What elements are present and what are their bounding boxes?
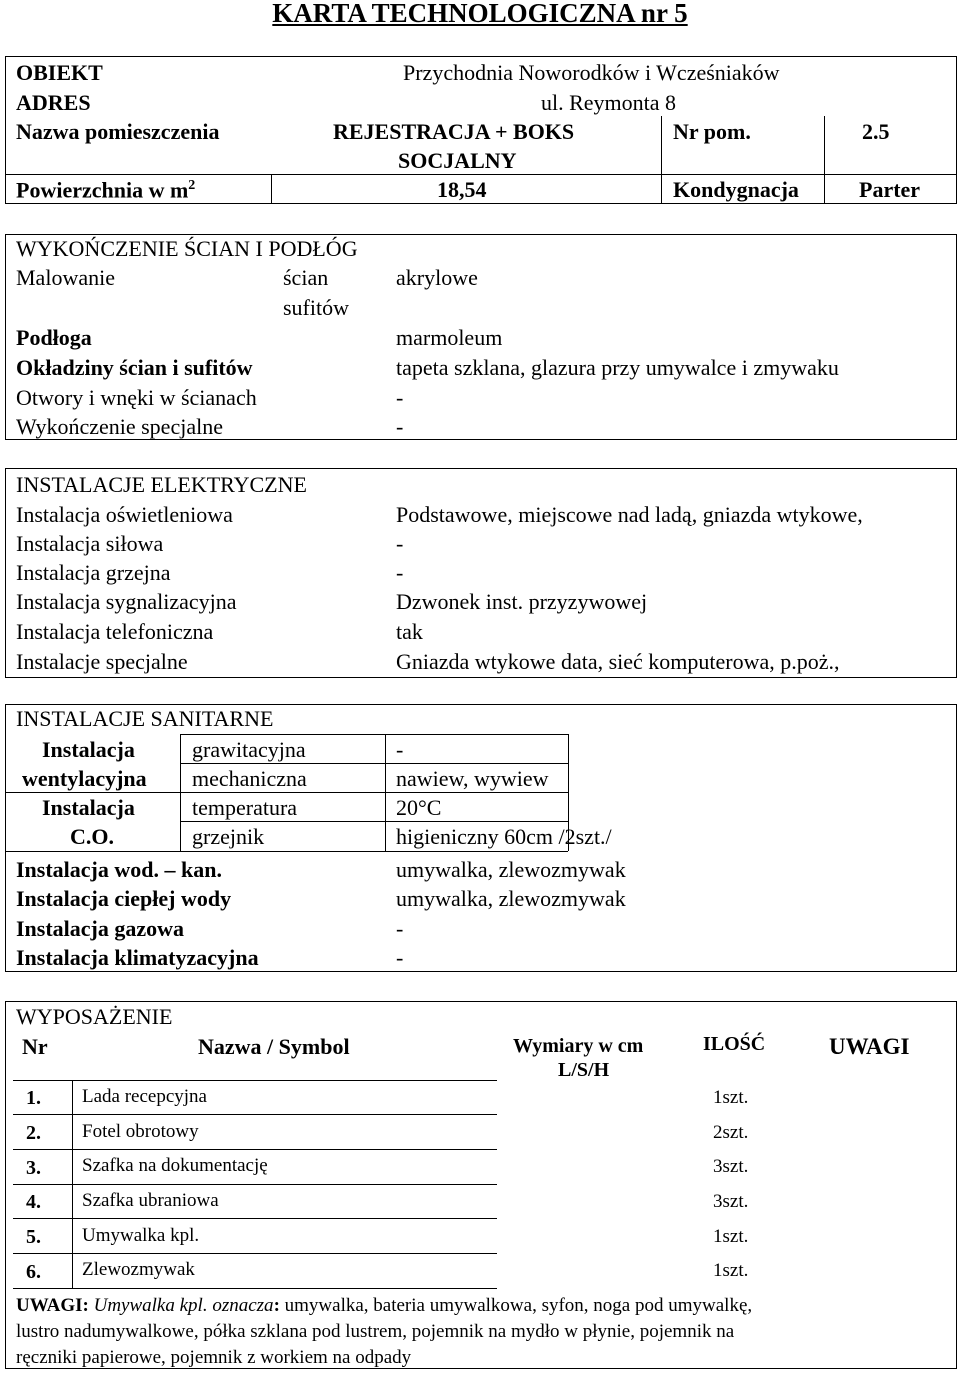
divider [180, 763, 568, 764]
ventilation-label: Instalacja [42, 737, 135, 762]
room-name-label: Nazwa pomieszczenia [16, 119, 220, 144]
item-number: 6. [26, 1261, 41, 1283]
electrical-row-label: Instalacja oświetleniowa [16, 502, 233, 527]
temperature-label: temperatura [192, 795, 298, 820]
heating-label-line2: C.O. [70, 824, 114, 849]
divider [271, 174, 272, 204]
column-quantity: ILOŚĆ [703, 1033, 766, 1055]
sanitary-row-value: umywalka, zlewozmywak [396, 857, 626, 882]
electrical-row-value: - [396, 560, 404, 585]
temperature-value: 20°C [396, 795, 442, 820]
radiator-value: higieniczny 60cm /2szt./ [396, 824, 612, 849]
item-name: Fotel obrotowy [82, 1121, 199, 1142]
divider [5, 174, 957, 175]
item-name: Lada recepcyjna [82, 1086, 207, 1107]
ventilation-label-line2: wentylacyjna [22, 766, 147, 791]
openings-value: - [396, 385, 404, 410]
electrical-row-value: Podstawowe, miejscowe nad ladą, gniazda wtykowe, [396, 502, 863, 527]
ceilings-label: sufitów [283, 295, 349, 320]
cladding-value: tapeta szklana, glazura przy umywalce i zmywaku [396, 355, 839, 380]
notes-line-3: ręczniki papierowe, pojemnik z workiem na odpady [16, 1347, 412, 1368]
sanitary-row-value: - [396, 945, 404, 970]
sanitary-header: INSTALACJE SANITARNE [16, 706, 274, 731]
painting-label: Malowanie [16, 265, 115, 290]
sanitary-row-label: Instalacja ciepłej wody [16, 886, 232, 911]
item-number: 1. [26, 1087, 41, 1109]
electrical-row-label: Instalacja sygnalizacyjna [16, 589, 237, 614]
item-quantity: 2szt. [713, 1122, 749, 1143]
room-number-label: Nr pom. [673, 119, 751, 144]
address-value: ul. Reymonta 8 [541, 90, 677, 115]
object-label: OBIEKT [16, 60, 103, 85]
divider [180, 734, 568, 735]
address-label: ADRES [16, 90, 91, 115]
electrical-row-value: Dzwonek inst. przyzywowej [396, 589, 648, 614]
page-title: KARTA TECHNOLOGICZNA nr 5 [272, 0, 688, 28]
divider [180, 734, 181, 851]
area-value: 18,54 [437, 177, 487, 202]
item-number: 5. [26, 1226, 41, 1248]
electrical-row-value: tak [396, 619, 423, 644]
floor-label: Kondygnacja [673, 177, 799, 202]
gravity-value: - [396, 737, 404, 762]
column-notes: UWAGI [829, 1034, 910, 1059]
finishes-header: WYKOŃCZENIE ŚCIAN I PODŁÓG [16, 236, 358, 261]
item-name: Szafka ubraniowa [82, 1190, 219, 1211]
room-number-value: 2.5 [862, 119, 890, 144]
openings-label: Otwory i wnęki w ścianach [16, 385, 257, 410]
mechanical-value: nawiew, wywiew [396, 766, 549, 791]
divider [13, 1184, 497, 1185]
divider [13, 1114, 497, 1115]
sanitary-row-label: Instalacja klimatyzacyjna [16, 945, 259, 970]
sanitary-row-label: Instalacja wod. – kan. [16, 857, 222, 882]
room-name-value: REJESTRACJA + BOKS [333, 119, 575, 144]
electrical-row-label: Instalacja siłowa [16, 531, 164, 556]
cladding-label: Okładziny ścian i sufitów [16, 355, 253, 380]
heating-label: Instalacja [42, 795, 135, 820]
special-finish-label: Wykończenie specjalne [16, 414, 223, 439]
floor-finish-value: marmoleum [396, 325, 503, 350]
column-nr: Nr [22, 1034, 48, 1059]
item-number: 3. [26, 1157, 41, 1179]
item-name: Szafka na dokumentację [82, 1155, 268, 1176]
item-quantity: 1szt. [713, 1260, 749, 1281]
gravity-label: grawitacyjna [192, 737, 306, 762]
divider [72, 1080, 73, 1288]
object-value: Przychodnia Noworodków i Wcześniaków [403, 60, 780, 85]
item-name: Umywalka kpl. [82, 1225, 200, 1246]
electrical-row-label: Instalacja telefoniczna [16, 619, 214, 644]
item-number: 4. [26, 1191, 41, 1213]
walls-value: akrylowe [396, 265, 478, 290]
divider [13, 1080, 497, 1081]
mechanical-label: mechaniczna [192, 766, 307, 791]
divider [13, 1253, 497, 1254]
item-name: Zlewozmywak [82, 1259, 195, 1280]
item-number: 2. [26, 1122, 41, 1144]
room-name-value-line2: SOCJALNY [398, 148, 517, 173]
column-dimensions: Wymiary w cm [513, 1035, 644, 1057]
divider [13, 1149, 497, 1150]
area-label: Powierzchnia w $m^2$ [16, 177, 196, 203]
equipment-header: WYPOSAŻENIE [16, 1004, 173, 1029]
radiator-label: grzejnik [192, 824, 265, 849]
item-quantity: 3szt. [713, 1191, 749, 1212]
column-dimensions-line2: L/S/H [558, 1059, 610, 1081]
divider [13, 1218, 497, 1219]
divider [824, 116, 825, 204]
divider [385, 734, 386, 851]
floor-value: Parter [859, 177, 921, 202]
sanitary-row-value: umywalka, zlewozmywak [396, 886, 626, 911]
sanitary-row-label: Instalacja gazowa [16, 916, 185, 941]
special-finish-value: - [396, 414, 404, 439]
divider [180, 821, 568, 822]
item-quantity: 1szt. [713, 1087, 749, 1108]
electrical-header: INSTALACJE ELEKTRYCZNE [16, 472, 307, 497]
divider [661, 116, 662, 204]
sanitary-row-value: - [396, 916, 404, 941]
walls-label: ścian [283, 265, 329, 290]
divider [5, 792, 568, 793]
electrical-row-label: Instalacja grzejna [16, 560, 171, 585]
divider [5, 851, 568, 852]
column-name: Nazwa / Symbol [198, 1034, 350, 1059]
item-quantity: 1szt. [713, 1226, 749, 1247]
floor-finish-label: Podłoga [16, 325, 92, 350]
electrical-row-label: Instalacje specjalne [16, 649, 188, 674]
electrical-row-value: - [396, 531, 404, 556]
divider [13, 1288, 497, 1289]
notes-line-1: UWAGI: Umywalka kpl. oznacza: umywalka, bateria umywalkowa, syfon, noga pod umywalkę, [16, 1295, 753, 1316]
notes-line-2: lustro nadumywalkowe, półka szklana pod lustrem, pojemnik na mydło w płynie, pojemnik na [16, 1321, 735, 1342]
electrical-row-value: Gniazda wtykowe data, sieć komputerowa, p.poż., [396, 649, 840, 674]
item-quantity: 3szt. [713, 1156, 749, 1177]
